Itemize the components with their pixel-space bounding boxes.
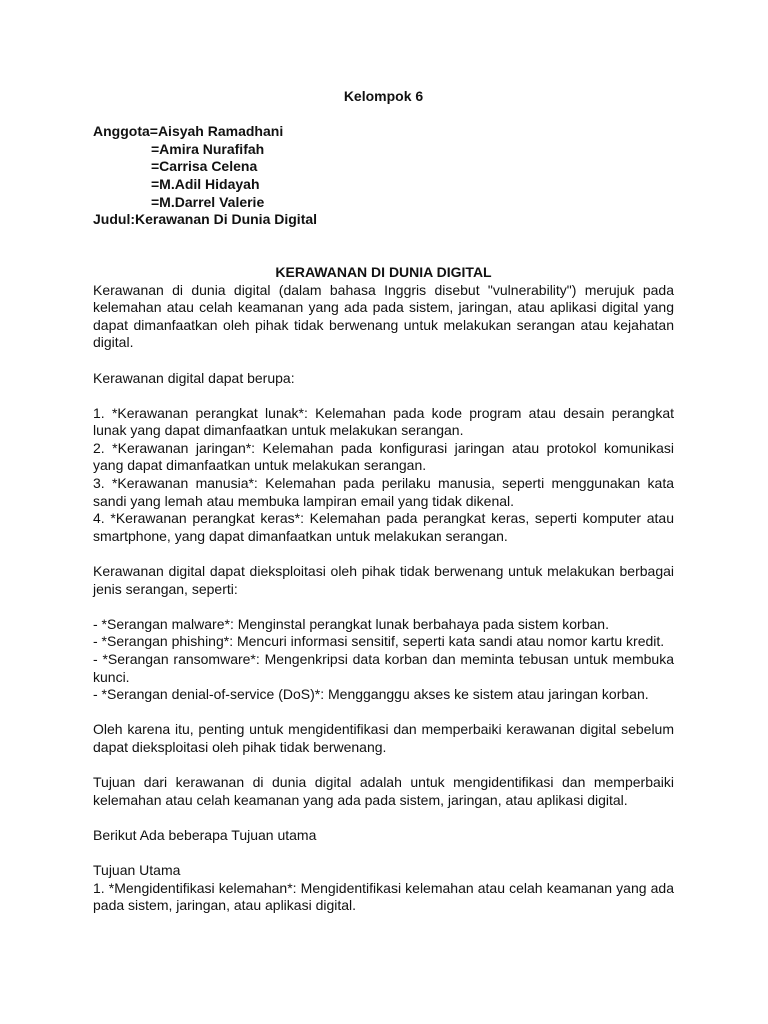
type-item: 4. *Kerawanan perangkat keras*: Kelemahan pada perangkat keras, seperti komputer atau smartphone, yang dapat dimanfaatkan untuk melakukan serangan. [93,510,674,544]
spacer [93,106,674,124]
purpose-item: 1. *Mengidentifikasi kelemahan*: Mengidentifikasi kelemahan atau celah keamanan yang ada pada sistem, jaringan, atau aplikasi digital. [93,879,674,914]
attacks-intro: Kerawanan digital dapat dieksploitasi oleh pihak tidak berwenang untuk melakukan berbagai jenis serangan, seperti: [93,563,674,597]
document-judul: Judul:Kerawanan Di Dunia Digital [93,211,318,228]
attack-item: - *Serangan phishing*: Mencuri informasi sensitif, seperti kata sandi atau nomor kartu kredit. [93,633,665,650]
attack-item: - *Serangan denial-of-service (DoS)*: Mengganggu akses ke sistem atau jaringan korban. [93,686,649,703]
section-title: KERAWANAN DI DUNIA DIGITAL [275,263,492,280]
purpose-paragraph: Tujuan dari kerawanan di dunia digital adalah untuk mengidentifikasi dan memperbaiki kelemahan atau celah keamanan yang ada pada sistem, jaringan, atau aplikasi digital. [93,774,674,808]
spacer [93,246,674,264]
type-item: 2. *Kerawanan jaringan*: Kelemahan pada konfigurasi jaringan atau protokol komunikasi yang dapat dimanfaatkan untuk melakukan serangan. [93,439,674,474]
spacer [93,704,674,722]
spacer [93,387,674,405]
group-title: Kelompok 6 [343,88,424,104]
type-item: 3. *Kerawanan manusia*: Kelemahan pada perilaku manusia, seperti menggunakan kata sandi yang lemah atau membuka lampiran email yang tidak dikenal. [93,475,674,509]
spacer [93,809,674,827]
member-name: =Carrisa Celena [151,158,258,175]
member-name: =M.Darrel Valerie [151,193,265,210]
attack-item: - *Serangan malware*: Menginstal perangkat lunak berbahaya pada sistem korban. [93,615,609,632]
attack-item: - *Serangan ransomware*: Mengenkripsi data korban dan meminta tebusan untuk membuka kunci. [93,651,674,685]
member-name: =M.Adil Hidayah [151,175,260,192]
member-name: =Amira Nurafifah [151,140,265,157]
purposes-heading: Tujuan Utama [93,862,181,879]
members-label: Anggota=Aisyah Ramadhani [93,123,284,140]
spacer [93,229,674,247]
spacer [93,352,674,370]
document-content [93,88,674,915]
conclusion-paragraph: Oleh karena itu, penting untuk mengidentifikasi dan memperbaiki kerawanan digital sebelum dapat dieksploitasi oleh pihak tidak berwenang. [93,721,674,755]
intro-paragraph: Kerawanan di dunia digital (dalam bahasa Inggris disebut "vulnerability") merujuk pada kelemahan atau celah keamanan yang ada pada sistem, jaringan, atau aplikasi digital yang dapat dimanfaatkan oleh pihak tidak berwenang untuk melakukan serangan atau kejahatan digital. [93,281,674,351]
spacer [93,845,674,863]
types-intro: Kerawanan digital dapat berupa: [93,369,295,386]
type-item: 1. *Kerawanan perangkat lunak*: Kelemahan pada kode program atau desain perangkat lunak yang dapat dimanfaatkan untuk melakukan serangan. [93,404,674,439]
spacer [93,598,674,616]
spacer [93,545,674,563]
purposes-intro: Berikut Ada beberapa Tujuan utama [93,826,317,843]
spacer [93,757,674,775]
